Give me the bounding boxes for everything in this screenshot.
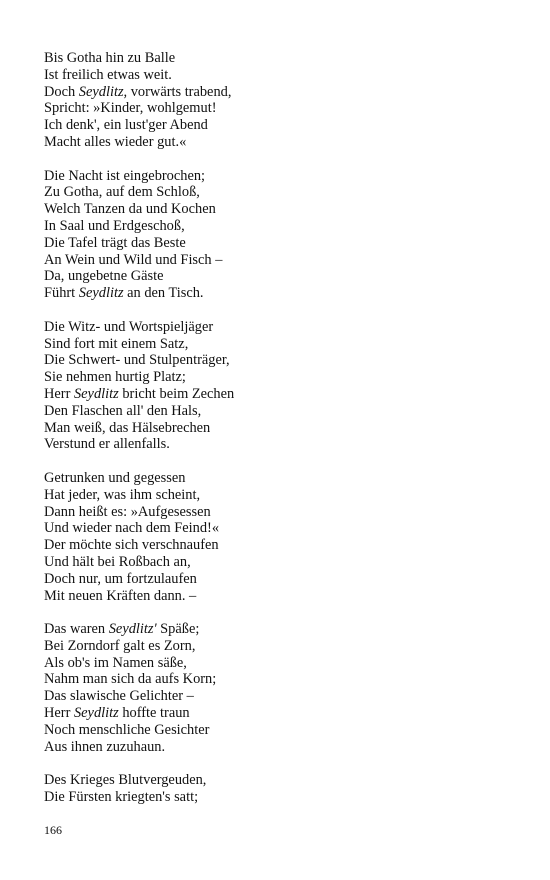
poem-line	[44, 285, 514, 302]
poem-line	[44, 84, 514, 101]
line-text: Noch menschliche Gesichter	[44, 721, 210, 738]
line-text: Welch Tanzen da und Kochen	[44, 201, 216, 218]
poem-line	[44, 722, 514, 739]
poem-line	[44, 688, 514, 705]
italic-name: Seydlitz	[73, 705, 119, 722]
poem-line	[44, 201, 514, 218]
poem-line	[44, 554, 514, 571]
poem-line	[44, 218, 514, 235]
poem-line	[44, 168, 514, 185]
line-text: Als ob's im Namen säße,	[44, 654, 187, 671]
line-text: hoffte traun	[118, 705, 190, 722]
line-text: Aus ihnen zuzuhaun.	[44, 738, 166, 755]
poem-line	[44, 50, 514, 67]
poem-line	[44, 352, 514, 369]
poem-line	[44, 369, 514, 386]
poem-line	[44, 184, 514, 201]
line-text: Getrunken und gegessen	[44, 469, 186, 486]
poem-line	[44, 739, 514, 756]
line-text: an den Tisch.	[123, 285, 204, 302]
stanza	[44, 50, 514, 151]
poem-line	[44, 621, 514, 638]
poem-line	[44, 487, 514, 504]
poem-line	[44, 705, 514, 722]
line-text: Dann heißt es: »Aufgesessen	[44, 503, 211, 520]
poem-line	[44, 537, 514, 554]
page-number: 166	[44, 823, 62, 837]
line-text: vorwärts trabend,	[127, 83, 232, 100]
line-text: Und wieder nach dem Feind!«	[44, 520, 220, 537]
poem-line	[44, 520, 514, 537]
line-text: Der möchte sich verschnaufen	[44, 537, 219, 554]
line-text: Zu Gotha, auf dem Schloß,	[44, 184, 200, 201]
line-text: Spricht: »Kinder, wohlgemut!	[44, 100, 217, 117]
poem-line	[44, 671, 514, 688]
poem-line	[44, 235, 514, 252]
line-text: Sie nehmen hurtig Platz;	[44, 369, 186, 386]
line-text: bricht beim Zechen	[118, 385, 235, 402]
line-text: Doch nur, um fortzulaufen	[44, 570, 197, 587]
line-text: Bei Zorndorf galt es Zorn,	[44, 637, 196, 654]
line-text: Des Krieges Blutvergeuden,	[44, 772, 207, 789]
line-text: Die Tafel trägt das Beste	[44, 234, 186, 251]
poem-line	[44, 67, 514, 84]
line-text: Späße;	[156, 621, 200, 638]
stanza	[44, 772, 514, 806]
line-text: Die Nacht ist eingebrochen;	[44, 167, 206, 184]
italic-name: Seydlitz,	[78, 83, 128, 100]
stanza	[44, 319, 514, 453]
poem-line	[44, 655, 514, 672]
poem-line	[44, 420, 514, 437]
line-text: Ich denk', ein lust'ger Abend	[44, 117, 208, 134]
poem-line	[44, 117, 514, 134]
line-text: Herr	[44, 705, 74, 722]
poem-line	[44, 100, 514, 117]
poem-line	[44, 336, 514, 353]
line-text: Das waren	[44, 621, 109, 638]
line-text: Sind fort mit einem Satz,	[44, 335, 189, 352]
stanza	[44, 470, 514, 604]
poem-line	[44, 436, 514, 453]
line-text: Hat jeder, was ihm scheint,	[44, 486, 201, 503]
line-text: Macht alles wieder gut.«	[44, 133, 187, 150]
poem-line	[44, 772, 514, 789]
line-text: Ist freilich etwas weit.	[44, 66, 172, 83]
line-text: Die Schwert- und Stulpenträger,	[44, 352, 230, 369]
line-text: Die Fürsten kriegten's satt;	[44, 789, 199, 806]
italic-name: Seydlitz'	[108, 621, 157, 638]
stanza	[44, 168, 514, 302]
line-text: Das slawische Gelichter –	[44, 688, 194, 705]
line-text: Doch	[44, 83, 79, 100]
poem-line	[44, 504, 514, 521]
line-text: Herr	[44, 385, 74, 402]
italic-name: Seydlitz	[73, 385, 119, 402]
line-text: Nahm man sich da aufs Korn;	[44, 671, 217, 688]
line-text: In Saal und Erdgeschoß,	[44, 217, 185, 234]
poem-body	[44, 50, 514, 823]
italic-name: Seydlitz	[78, 285, 124, 302]
poem-line	[44, 638, 514, 655]
line-text: Verstund er allenfalls.	[44, 436, 170, 453]
poem-line	[44, 134, 514, 151]
stanza	[44, 621, 514, 755]
poem-line	[44, 789, 514, 806]
line-text: Mit neuen Kräften dann. –	[44, 587, 197, 604]
poem-line	[44, 268, 514, 285]
poem-line	[44, 571, 514, 588]
line-text: Den Flaschen all' den Hals,	[44, 402, 202, 419]
line-text: Bis Gotha hin zu Balle	[44, 50, 176, 66]
line-text: Und hält bei Roßbach an,	[44, 553, 191, 570]
line-text: Führt	[44, 285, 79, 302]
poem-line	[44, 252, 514, 269]
poem-line	[44, 386, 514, 403]
poem-line	[44, 588, 514, 605]
line-text: Man weiß, das Hälsebrechen	[44, 419, 211, 436]
poem-line	[44, 319, 514, 336]
line-text: Da, ungebetne Gäste	[44, 268, 164, 285]
poem-line	[44, 403, 514, 420]
line-text: An Wein und Wild und Fisch –	[44, 251, 223, 268]
line-text: Die Witz- und Wortspieljäger	[44, 318, 214, 335]
poem-line	[44, 470, 514, 487]
